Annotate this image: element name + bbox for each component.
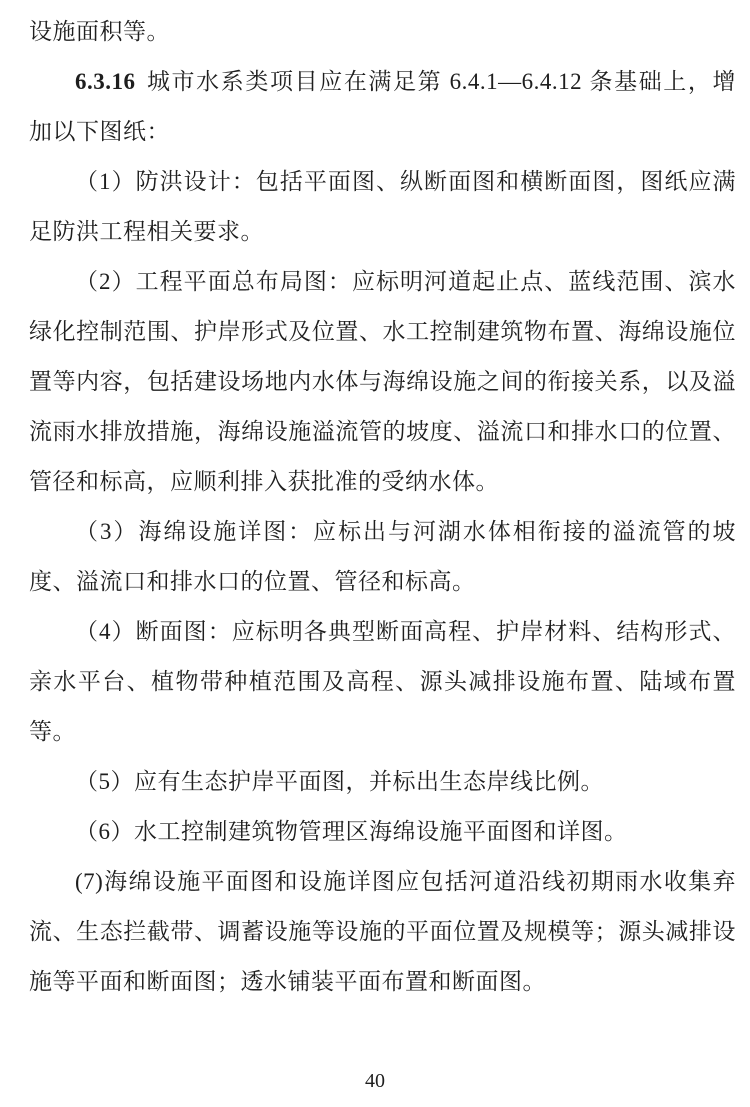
clause-6-3-16 (29, 57, 736, 157)
clause-number: 6.3.16 (75, 69, 136, 94)
list-item-3: （3）海绵设施详图：应标出与河湖水体相衔接的溢流管的坡度、溢流口和排水口的位置、管径和标高。 (29, 519, 736, 594)
clause-text: 城市水系类项目应在满足第 6.4.1—6.4.12 条基础上，增加以下图纸： (29, 69, 736, 144)
list-item-4: （4）断面图：应标明各典型断面高程、护岸材料、结构形式、亲水平台、植物带种植范围及高程、源头减排设施布置、陆域布置等。 (29, 619, 736, 744)
paragraph-continuation: 设施面积等。 (29, 19, 170, 44)
list-item-2: （2）工程平面总布局图：应标明河道起止点、蓝线范围、滨水绿化控制范围、护岸形式及位置、水工控制建筑物布置、海绵设施位置等内容，包括建设场地内水体与海绵设施之间的衔接关系，以及溢流雨水排放措施，海绵设施溢流管的坡度、溢流口和排水口的位置、管径和标高，应顺利排入获批准的受纳水体。 (29, 269, 736, 494)
list-item-5: （5）应有生态护岸平面图，并标出生态岸线比例。 (75, 769, 604, 794)
list-item-1: （1）防洪设计：包括平面图、纵断面图和横断面图，图纸应满足防洪工程相关要求。 (29, 169, 736, 244)
page-number: 40 (365, 1070, 385, 1092)
document-page (29, 7, 736, 1007)
list-item-6: （6）水工控制建筑物管理区海绵设施平面图和详图。 (75, 819, 628, 844)
list-item-7: (7)海绵设施平面图和设施详图应包括河道沿线初期雨水收集弃流、生态拦截带、调蓄设施等设施的平面位置及规模等；源头减排设施等平面和断面图；透水铺装平面布置和断面图。 (29, 869, 736, 994)
